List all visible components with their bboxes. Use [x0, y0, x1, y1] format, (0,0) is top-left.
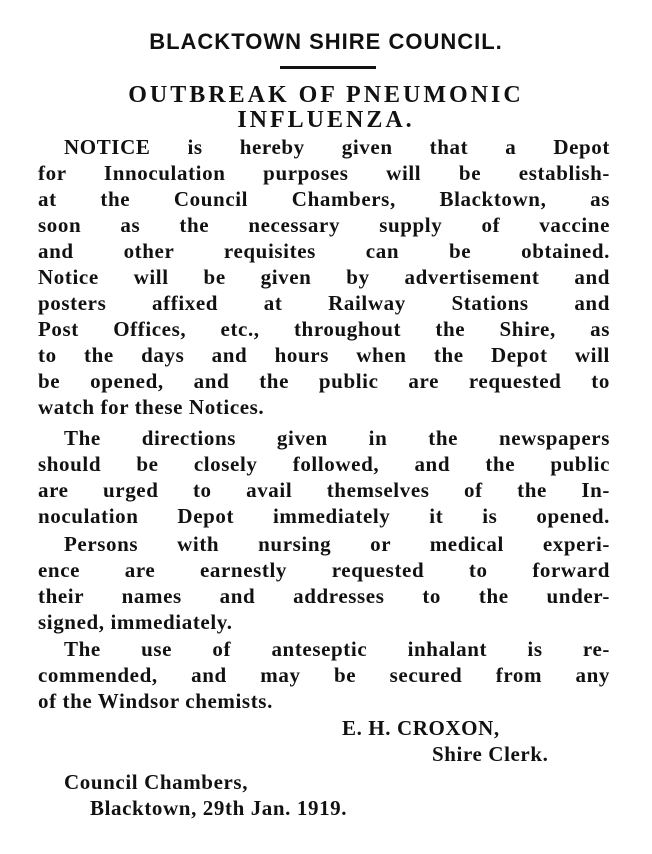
body-line: for Innoculation purposes will be establish- [38, 161, 610, 185]
body-line: Post Offices, etc., throughout the Shire, as [38, 317, 610, 341]
body-line: Persons with nursing or medical experi- [64, 532, 610, 556]
body-line: should be closely followed, and the public [38, 452, 610, 476]
signatory-name: E. H. CROXON, [342, 716, 500, 740]
signatory-title: Shire Clerk. [432, 742, 549, 766]
body-line: at the Council Chambers, Blacktown, as [38, 187, 610, 211]
address-line-1: Council Chambers, [64, 770, 249, 794]
body-line: their names and addresses to the under- [38, 584, 610, 608]
body-line: posters affixed at Railway Stations and [38, 291, 610, 315]
body-line: noculation Depot immediately it is opened. [38, 504, 610, 528]
body-line: and other requisites can be obtained. [38, 239, 610, 263]
body-line: are urged to avail themselves of the In- [38, 478, 610, 502]
body-line: Notice will be given by advertisement and [38, 265, 610, 289]
body-line: The directions given in the newspapers [64, 426, 610, 450]
body-line: signed, immediately. [38, 610, 233, 634]
body-line: be opened, and the public are requested to [38, 369, 610, 393]
body-line: watch for these Notices. [38, 395, 265, 419]
body-line: NOTICE is hereby given that a Depot [64, 135, 610, 159]
headline-line-2: INFLUENZA. [237, 107, 415, 133]
body-line: commended, and may be secured from any [38, 663, 610, 687]
council-name: BLACKTOWN SHIRE COUNCIL. [149, 29, 503, 54]
address-line-2: Blacktown, 29th Jan. 1919. [90, 796, 348, 820]
body-line: to the days and hours when the Depot will [38, 343, 610, 367]
headline-line-1: OUTBREAK OF PNEUMONIC [128, 82, 524, 108]
body-line: of the Windsor chemists. [38, 689, 273, 713]
body-line: soon as the necessary supply of vaccine [38, 213, 610, 237]
body-line: ence are earnestly requested to forward [38, 558, 610, 582]
body-line: The use of anteseptic inhalant is re- [64, 637, 610, 661]
title-divider-rule [280, 66, 376, 69]
